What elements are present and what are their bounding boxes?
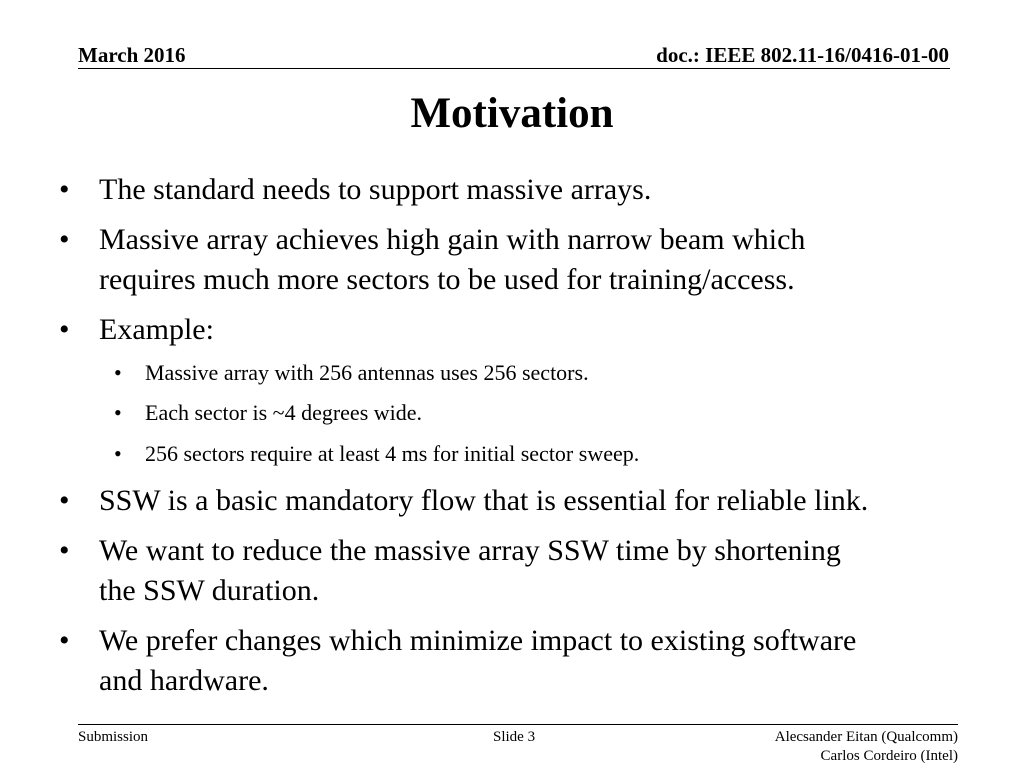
header-doc-id: doc.: IEEE 802.11-16/0416-01-00	[656, 43, 949, 67]
footer-authors	[775, 728, 958, 766]
bullet-text: 256 sectors require at least 4 ms for initial sector sweep.	[145, 441, 640, 466]
footer-slide-number: Slide 3	[493, 729, 536, 745]
bullet-marker: •	[59, 173, 70, 206]
bullet-marker: •	[114, 400, 122, 425]
bullet-text: Each sector is ~4 degrees wide.	[145, 400, 423, 425]
bullet-text: We want to reduce the massive array SSW time by shortening	[99, 534, 841, 567]
bullet-text-continued: the SSW duration.	[99, 574, 320, 607]
bullet-marker: •	[59, 534, 70, 567]
footer-author-2: Carlos Cordeiro (Intel)	[820, 748, 958, 764]
header-divider	[78, 68, 950, 69]
bullet-text-continued: requires much more sectors to be used for training/access.	[99, 263, 795, 296]
bullet-text: Massive array with 256 antennas uses 256 sectors.	[145, 360, 589, 385]
footer-author-1: Alecsander Eitan (Qualcomm)	[774, 729, 958, 745]
footer-submission: Submission	[78, 729, 149, 745]
header-date: March 2016	[78, 43, 186, 67]
bullet-marker: •	[114, 360, 122, 385]
bullet-marker: •	[59, 484, 70, 517]
bullet-marker: •	[114, 441, 122, 466]
slide-title: Motivation	[410, 90, 614, 137]
bullet-text: SSW is a basic mandatory flow that is essential for reliable link.	[99, 484, 869, 517]
bullet-text: The standard needs to support massive arrays.	[99, 173, 652, 206]
bullet-text: We prefer changes which minimize impact to existing software	[99, 624, 857, 657]
footer-divider	[78, 724, 958, 725]
bullet-text: Massive array achieves high gain with narrow beam which	[99, 223, 806, 256]
bullet-marker: •	[59, 223, 70, 256]
bullet-marker: •	[59, 313, 70, 346]
bullet-text-continued: and hardware.	[99, 664, 269, 697]
bullet-text: Example:	[99, 313, 214, 346]
bullet-marker: •	[59, 624, 70, 657]
